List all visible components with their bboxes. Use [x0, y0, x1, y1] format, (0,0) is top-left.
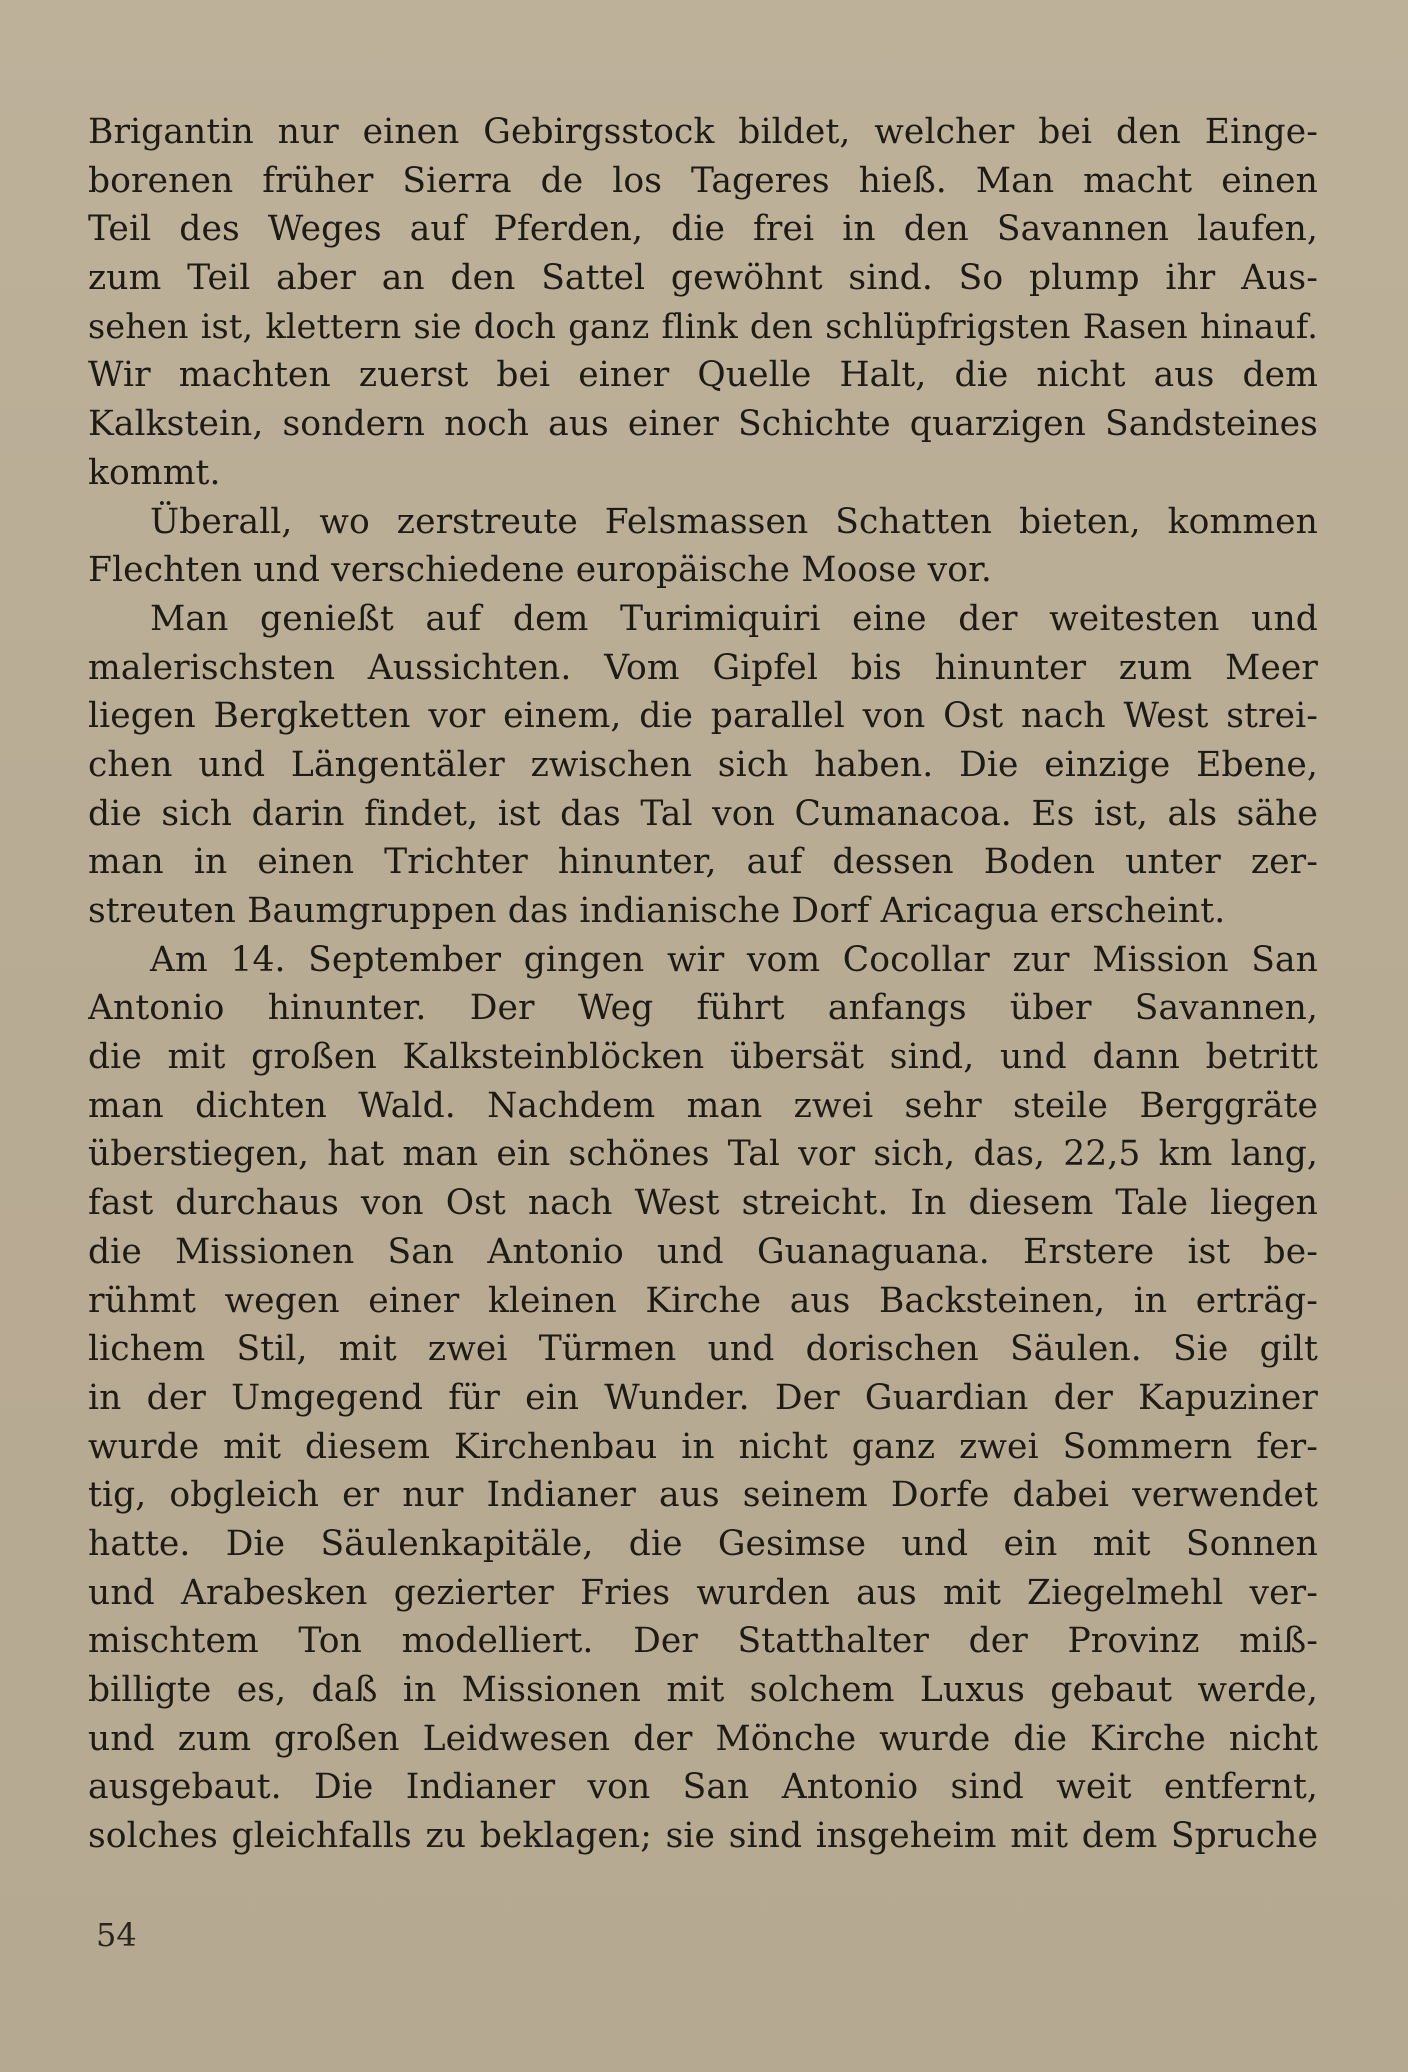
page-number: 54 — [96, 1916, 137, 1954]
text-line: liegen Bergketten vor einem, die parallel von Ost nach West strei- — [88, 696, 1318, 737]
text-line: Am 14. September gingen wir vom Cocollar zur Mission San — [150, 939, 1318, 980]
text-line: Teil des Weges auf Pferden, die frei in den Savannen laufen, — [88, 209, 1318, 250]
text-line: die sich darin findet, ist das Tal von Cumanacoa. Es ist, als sähe — [88, 793, 1318, 834]
text-line: kommt. — [88, 452, 221, 493]
text-line: streuten Baumgruppen das indianische Dorf Aricagua erscheint. — [88, 891, 1226, 931]
text-line: solches gleichfalls zu beklagen; sie sind insgeheim mit dem Spruche — [88, 1816, 1318, 1857]
text-line: borenen früher Sierra de los Tageres hieß. Man macht einen — [88, 160, 1318, 201]
text-line: und Arabesken gezierter Fries wurden aus mit Ziegelmehl ver- — [88, 1572, 1318, 1613]
text-line: Man genießt auf dem Turimiquiri eine der weitesten und — [150, 598, 1318, 639]
text-line: die mit großen Kalksteinblöcken übersät sind, und dann betritt — [88, 1037, 1318, 1078]
text-line: man in einen Trichter hinunter, auf dessen Boden unter zer- — [88, 842, 1318, 883]
text-line: Kalkstein, sondern noch aus einer Schichte quarzigen Sandsteines — [88, 404, 1318, 445]
text-line: billigte es, daß in Missionen mit solchem Luxus gebaut werde, — [88, 1670, 1318, 1710]
text-line: und zum großen Leidwesen der Mönche wurde die Kirche nicht — [88, 1718, 1318, 1759]
text-line: chen und Längentäler zwischen sich haben. Die einzige Ebene, — [88, 744, 1318, 785]
text-line: wurde mit diesem Kirchenbau in nicht ganz zwei Sommern fer- — [88, 1426, 1318, 1467]
text-line: mischtem Ton modelliert. Der Statthalter der Provinz miß- — [88, 1621, 1318, 1662]
text-line: Brigantin nur einen Gebirgsstock bildet, welcher bei den Einge- — [88, 112, 1318, 152]
text-line: ausgebaut. Die Indianer von San Antonio sind weit entfernt, — [88, 1767, 1318, 1808]
text-line: lichem Stil, mit zwei Türmen und dorischen Säulen. Sie gilt — [88, 1329, 1318, 1370]
text-line: fast durchaus von Ost nach West streicht. In diesem Tale liegen — [88, 1183, 1318, 1224]
text-line: Antonio hinunter. Der Weg führt anfangs über Savannen, — [88, 988, 1318, 1029]
text-line: man dichten Wald. Nachdem man zwei sehr steile Berggräte — [88, 1085, 1318, 1126]
text-line: tig, obgleich er nur Indianer aus seinem Dorfe dabei verwendet — [88, 1475, 1318, 1516]
text-line: rühmt wegen einer kleinen Kirche aus Backsteinen, in erträg- — [88, 1280, 1318, 1321]
text-line: die Missionen San Antonio und Guanaguana. Erstere ist be- — [88, 1231, 1318, 1272]
body-text — [88, 108, 1318, 1861]
text-line: malerischsten Aussichten. Vom Gipfel bis hinunter zum Meer — [88, 647, 1318, 688]
text-line: Flechten und verschiedene europäische Moose vor. — [88, 550, 992, 591]
text-line: hatte. Die Säulenkapitäle, die Gesimse und ein mit Sonnen — [88, 1523, 1318, 1564]
text-line: überstiegen, hat man ein schönes Tal vor sich, das, 22,5 km lang, — [88, 1134, 1318, 1175]
text-line: sehen ist, klettern sie doch ganz flink den schlüpfrigsten Rasen hinauf. — [88, 306, 1318, 346]
text-line: zum Teil aber an den Sattel gewöhnt sind. So plump ihr Aus- — [88, 258, 1318, 299]
text-line: Überall, wo zerstreute Felsmassen Schatten bieten, kommen — [150, 501, 1318, 542]
text-line: in der Umgegend für ein Wunder. Der Guardian der Kapuziner — [88, 1377, 1318, 1418]
text-line: Wir machten zuerst bei einer Quelle Halt, die nicht aus dem — [88, 355, 1318, 396]
